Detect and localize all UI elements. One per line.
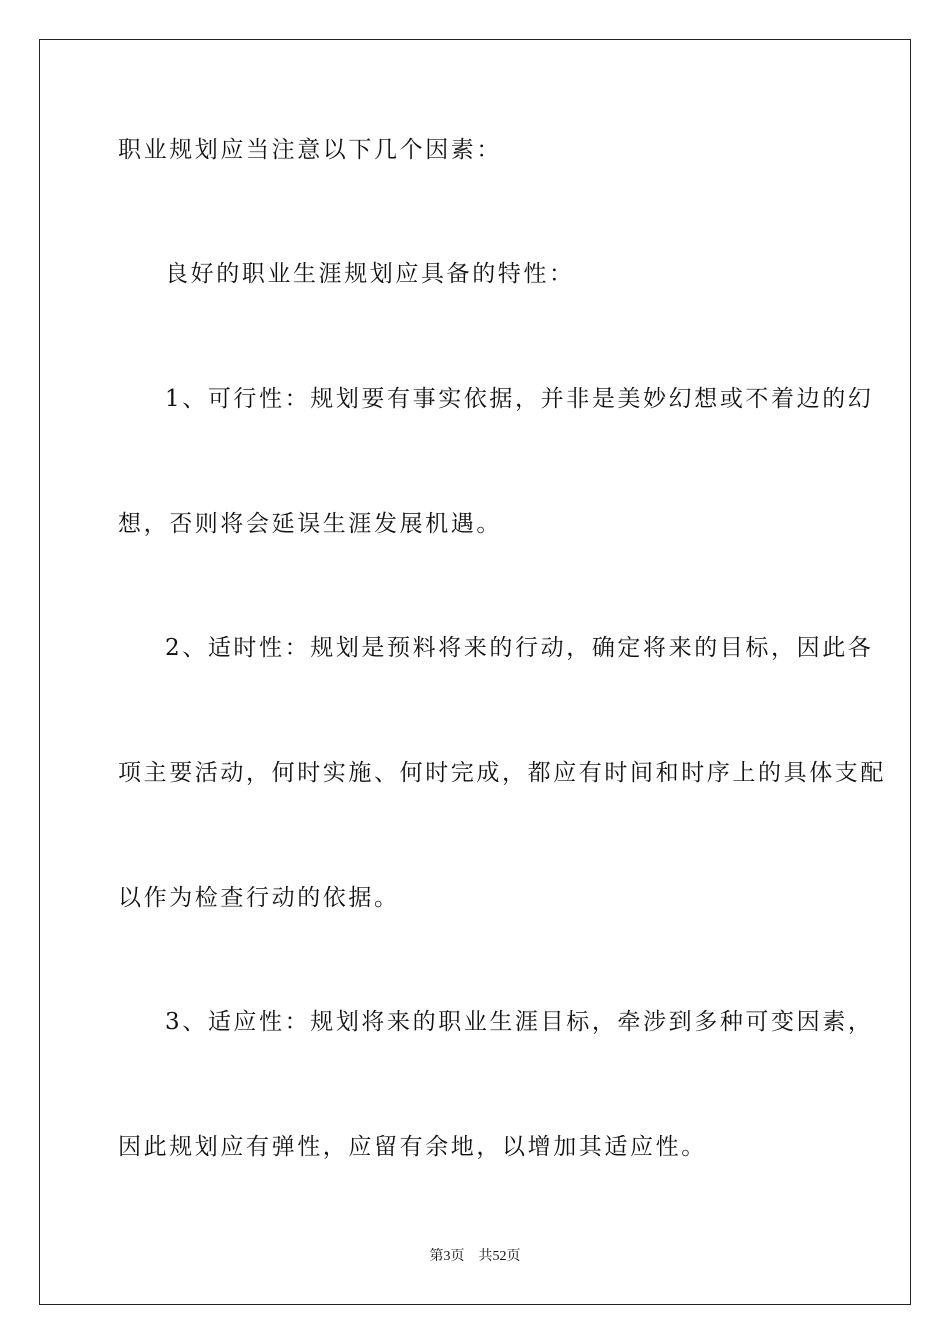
- text-line-item-3: 3、适应性：规划将来的职业生涯目标，牵涉到多种可变因素，: [165, 1009, 874, 1035]
- text-line-item-1: 1、可行性：规划要有事实依据，并非是美妙幻想或不着边的幻: [165, 386, 874, 412]
- page-number-footer: 第3页 共52页: [429, 1249, 521, 1264]
- text-line-item-2: 2、适时性：规划是预料将来的行动，确定将来的目标，因此各: [165, 635, 874, 661]
- text-line-item-1-cont: 想，否则将会延误生涯发展机遇。: [118, 511, 502, 537]
- text-line-item-2-cont-2: 以作为检查行动的依据。: [118, 885, 400, 911]
- text-line-item-2-cont: 项主要活动，何时实施、何时完成，都应有时间和时序上的具体支配: [118, 760, 886, 786]
- text-line-item-3-cont: 因此规划应有弹性，应留有余地，以增加其适应性。: [118, 1134, 707, 1160]
- text-line-heading-characteristics: 良好的职业生涯规划应具备的特性：: [165, 261, 575, 287]
- page-border: [39, 39, 911, 1305]
- text-line-intro: 职业规划应当注意以下几个因素：: [118, 137, 502, 163]
